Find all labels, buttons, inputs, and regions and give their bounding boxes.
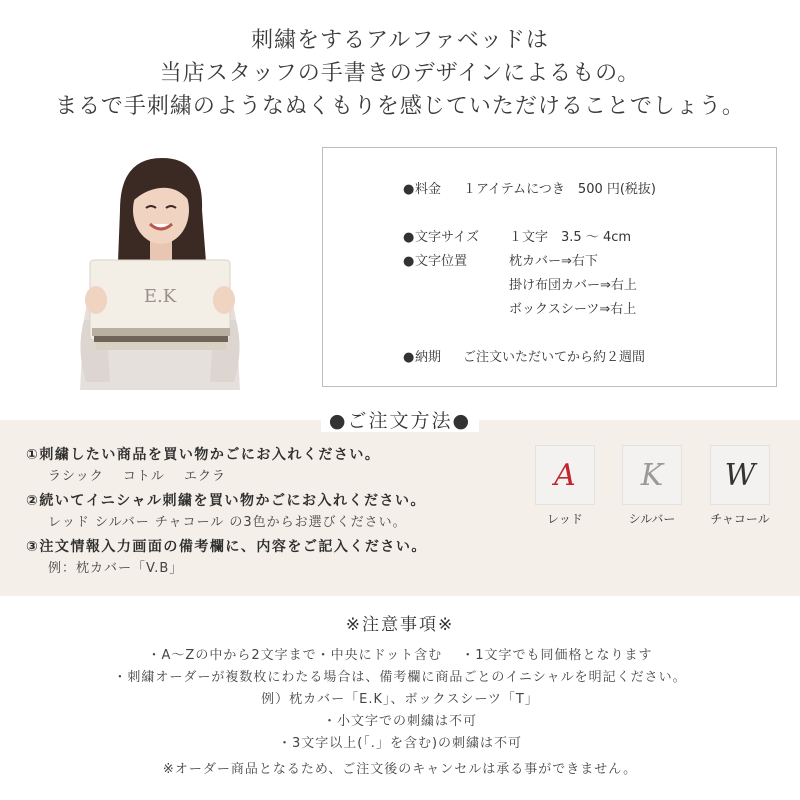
step-2-heading: ②続いてイニシャル刺繍を買い物かごにお入れください。 <box>26 493 427 509</box>
step-1-detail: ラシック コトル エクラ <box>48 469 227 484</box>
notes-list <box>0 645 800 755</box>
swatch-silver-glyph: K <box>640 457 664 493</box>
position-value-3: ボックスシーツ⇒右上 <box>509 302 637 317</box>
notes-title: ※注意事項※ <box>345 615 455 635</box>
info-box <box>322 147 777 387</box>
towel-initials: E.K <box>143 286 177 307</box>
note-line-5: ・3文字以上(「.」を含む)の刺繍は不可 <box>277 736 523 751</box>
swatch-silver <box>622 445 682 505</box>
step-3-detail: 例：枕カバー「V.B」 <box>48 561 184 576</box>
note-line-4: ・小文字での刺繍は不可 <box>322 714 477 729</box>
position-value-2: 掛け布団カバー⇒右上 <box>509 278 637 293</box>
info-row-size <box>403 226 632 245</box>
swatch-silver-label: シルバー <box>628 512 676 526</box>
step-1-heading: ①刺繍したい商品を買い物かごにお入れください。 <box>26 447 381 463</box>
swatch-charcoal <box>710 445 770 505</box>
note-line-1: ・A〜Zの中から2文字まで・中央にドット含む ・1文字でも同価格となります <box>147 648 653 663</box>
note-line-3: 例）枕カバー「E.K」、ボックスシーツ「T」 <box>261 692 539 707</box>
intro-line-2: 当店スタッフの手書きのデザインによるもの。 <box>159 61 641 86</box>
bullet-icon: ● <box>403 230 415 245</box>
bullet-icon: ● <box>403 254 415 269</box>
delivery-label: 納期 <box>415 350 442 365</box>
note-line-2: ・刺繍オーダーが複数枚にわたる場合は、備考欄に商品ごとのイニシャルを明記ください。 <box>113 670 687 685</box>
order-method-title <box>0 406 800 433</box>
price-label: 料金 <box>415 182 442 197</box>
swatch-red <box>535 445 595 505</box>
order-steps <box>26 444 427 582</box>
intro-line-1: 刺繍をするアルファベッドは <box>251 28 549 53</box>
price-value: １アイテムにつき 500 円(税抜) <box>463 182 657 197</box>
cancellation-footnote: ※オーダー商品となるため、ご注文後のキャンセルは承る事ができません。 <box>162 762 638 777</box>
delivery-value: ご注文いただいてから約２週間 <box>463 350 646 365</box>
bullet-icon: ● <box>403 350 415 365</box>
order-method-title-text: ●ご注文方法● <box>321 410 479 432</box>
info-row-position <box>403 250 637 317</box>
intro-text <box>0 24 800 123</box>
info-row-price <box>403 178 657 197</box>
size-label: 文字サイズ <box>415 230 479 245</box>
intro-line-3: まるで手刺繍のようなぬくもりを感じていただけることでしょう。 <box>55 94 745 119</box>
step-2-detail: レッド シルバー チャコール の3色からお選びください。 <box>48 515 407 530</box>
bullet-icon: ● <box>403 182 415 197</box>
swatch-red-label: レッド <box>547 512 583 526</box>
swatch-charcoal-label: チャコール <box>710 512 770 526</box>
staff-photo <box>70 150 250 390</box>
size-value: １文字 3.5 〜 4cm <box>509 230 632 245</box>
position-label: 文字位置 <box>415 254 468 269</box>
position-value-1: 枕カバー⇒右下 <box>509 254 598 269</box>
swatch-red-glyph: A <box>554 457 576 493</box>
info-row-delivery <box>403 346 646 365</box>
step-3-heading: ③注文情報入力画面の備考欄に、内容をご記入ください。 <box>26 539 427 555</box>
swatch-charcoal-glyph: W <box>724 457 756 493</box>
